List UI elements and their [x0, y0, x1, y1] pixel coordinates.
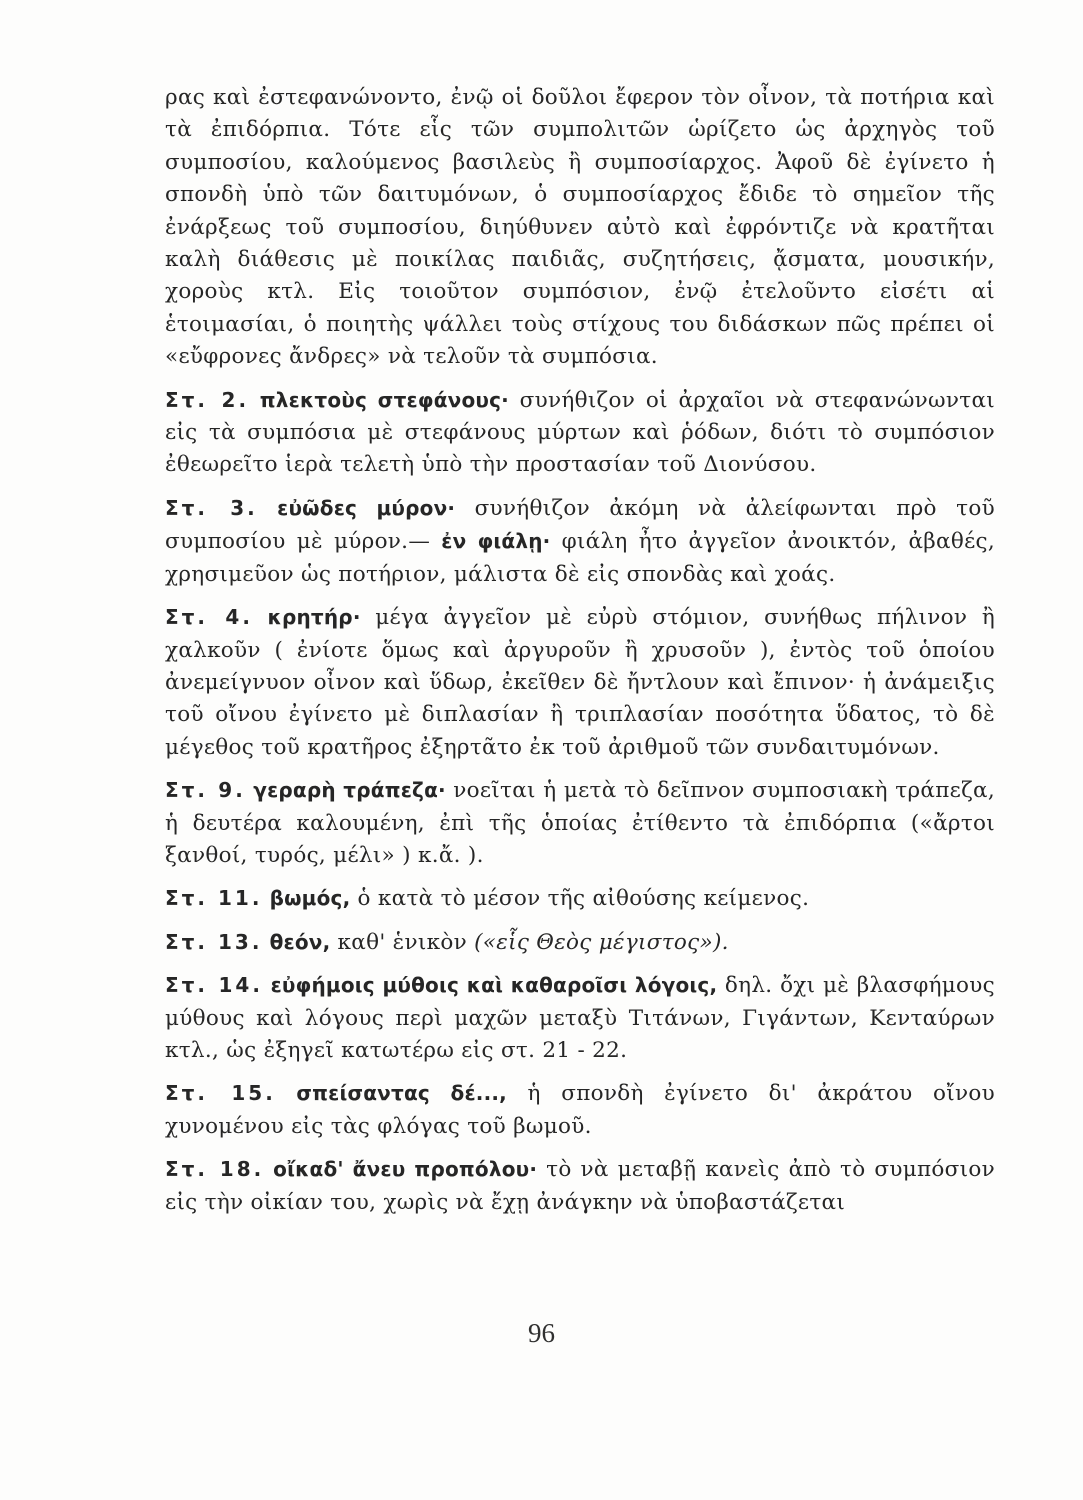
note-ref: Στ. 14.	[165, 973, 263, 998]
note-text: τὸ νὰ μεταβῇ κανεὶς ἀπὸ τὸ συμπόσιον εἰς τὴν οἰκίαν του, χωρὶς νὰ ἔχῃ ἀνάγκην νὰ ὑποβαστάζεται	[165, 1157, 995, 1215]
note-lemma: θεόν,	[269, 929, 331, 954]
note-lemma: κρητήρ·	[267, 605, 361, 630]
note-line-3	[165, 492, 995, 591]
note-line-15	[165, 1077, 995, 1143]
note-ref: Στ. 3.	[165, 495, 258, 520]
note-lemma: οἴκαδ' ἄνευ προπόλου·	[273, 1157, 538, 1182]
note-ref: Στ. 4.	[165, 605, 253, 630]
intro-paragraph: ρας καὶ ἐστεφανώνοντο, ἐνῷ οἱ δοῦλοι ἔφερον τὸν οἶνον, τὰ ποτήρια καὶ τὰ ἐπιδόρπια. Τότε εἷς τῶν συμπολιτῶν ὡρίζετο ὡς ἀρχηγὸς τοῦ συμποσίου, καλούμενος βασιλεὺς ἢ συμποσίαρχος. Ἀφοῦ δὲ ἐγίνετο ἡ σπονδὴ ὑπὸ τῶν δαιτυμόνων, ὁ συμποσίαρχος ἔδιδε τὸ σημεῖον τῆς ἐνάρξεως τοῦ συμποσίου, διηύθυνεν αὐτὸ καὶ ἐφρόντιζε νὰ κρατῆται καλὴ διάθεσις μὲ ποικίλας παιδιᾶς, συζητήσεις, ᾄσματα, μουσικήν, χοροὺς κτλ. Εἰς τοιοῦτον συμπόσιον, ἐνῷ ἐτελοῦντο εἰσέτι αἱ ἑτοιμασίαι, ὁ ποιητὴς ψάλλει τοὺς στίχους του διδάσκων πῶς πρέπει οἱ «εὔφρονες ἄνδρες» νὰ τελοῦν τὰ συμπόσια.	[165, 85, 995, 370]
note-line-4	[165, 601, 995, 764]
page-number: 96	[528, 1318, 555, 1348]
commentary-text	[165, 82, 995, 1219]
note-lemma: βωμός,	[269, 886, 351, 911]
note-ref: Στ. 11.	[165, 886, 263, 911]
note-lemma: εὐῶδες μύρον·	[277, 495, 456, 520]
note-lemma: σπείσαντας δέ...,	[296, 1081, 507, 1106]
note-lemma: εὐφήμοις μύθοις καὶ καθαροῖσι λόγοις,	[270, 973, 718, 998]
note-text: μέγα ἀγγεῖον μὲ εὐρὺ στόμιον, συνήθως πήλινον ἢ χαλκοῦν ( ἐνίοτε ὅμως καὶ ἀργυροῦν ἢ χρυσοῦν ), ἐντὸς τοῦ ὁποίου ἀνεμείγνυον οἶνον καὶ ὕδωρ, ἐκεῖθεν δὲ ἤντλουν καὶ ἔπινον· ἡ ἀνάμειξις τοῦ οἴνου ἐγίνετο μὲ διπλασίαν ἢ τριπλασίαν ποσότητα ὕδατος, τὸ δὲ μέγεθος τοῦ κρατῆρος ἐξηρτᾶτο ἐκ τοῦ ἀριθμοῦ τῶν συνδαιτυμόνων.	[165, 605, 996, 760]
note-ref: Στ. 13.	[165, 929, 263, 954]
note-line-2	[165, 384, 995, 482]
note-text: συνήθιζον οἱ ἀρχαῖοι νὰ στεφανώνωνται εἰς τὰ συμπόσια μὲ στεφάνους μύρτων καὶ ῥόδων, διότι τὸ συμπόσιον ἐθεωρεῖτο ἱερὰ τελετὴ ὑπὸ τὴν προστασίαν τοῦ Διονύσου.	[165, 387, 995, 478]
note-italic-quote: («εἷς Θεὸς μέγιστος»).	[474, 929, 729, 955]
note-text-second: φιάλη ἦτο ἀγγεῖον ἀνοικτόν, ἀβαθές, χρησιμεῦον ὡς ποτήριον, μάλιστα δὲ εἰς σπονδὰς καὶ χοάς.	[165, 529, 995, 587]
note-text: ἡ σπονδὴ ἐγίνετο δι' ἀκράτου οἴνου χυνομένου εἰς τὰς φλόγας τοῦ βωμοῦ.	[165, 1081, 995, 1139]
note-text: δηλ. ὄχι μὲ βλασφήμους μύθους καὶ λόγους περὶ μαχῶν μεταξὺ Τιτάνων, Γιγάντων, Κενταύρων κτλ., ὡς ἐξηγεῖ κατωτέρω εἰς στ. 21 - 22.	[165, 973, 995, 1063]
note-lemma: γεραρὴ τράπεζα·	[253, 778, 446, 803]
note-text: ὁ κατὰ τὸ μέσον τῆς αἰθούσης κείμενος.	[350, 886, 810, 912]
note-lemma: πλεκτοὺς στεφάνους·	[259, 387, 509, 412]
note-ref: Στ. 2.	[165, 387, 250, 412]
note-text: νοεῖται ἡ μετὰ τὸ δεῖπνον συμποσιακὴ τράπεζα, ἡ δευτέρα καλουμένη, ἐπὶ τῆς ὁποίας ἐτίθεντο τὰ ἐπιδόρπια («ἄρτοι ξανθοί, τυρός, μέλι» ) κ.ἄ. ).	[165, 778, 996, 868]
note-text: συνήθιζον ἀκόμη νὰ ἀλείφωνται πρὸ τοῦ συμποσίου μὲ μύρον.—	[165, 495, 995, 555]
note-text: καθ' ἑνικὸν	[330, 929, 475, 955]
note-line-13	[165, 926, 995, 959]
note-ref: Στ. 18.	[165, 1157, 265, 1182]
note-ref: Στ. 9.	[165, 778, 246, 803]
note-line-9	[165, 774, 995, 872]
note-line-18	[165, 1153, 995, 1219]
note-line-14	[165, 969, 995, 1067]
note-lemma-second: ἐν φιάλῃ·	[441, 529, 551, 554]
note-line-11	[165, 882, 995, 915]
note-ref: Στ. 15.	[165, 1081, 276, 1106]
